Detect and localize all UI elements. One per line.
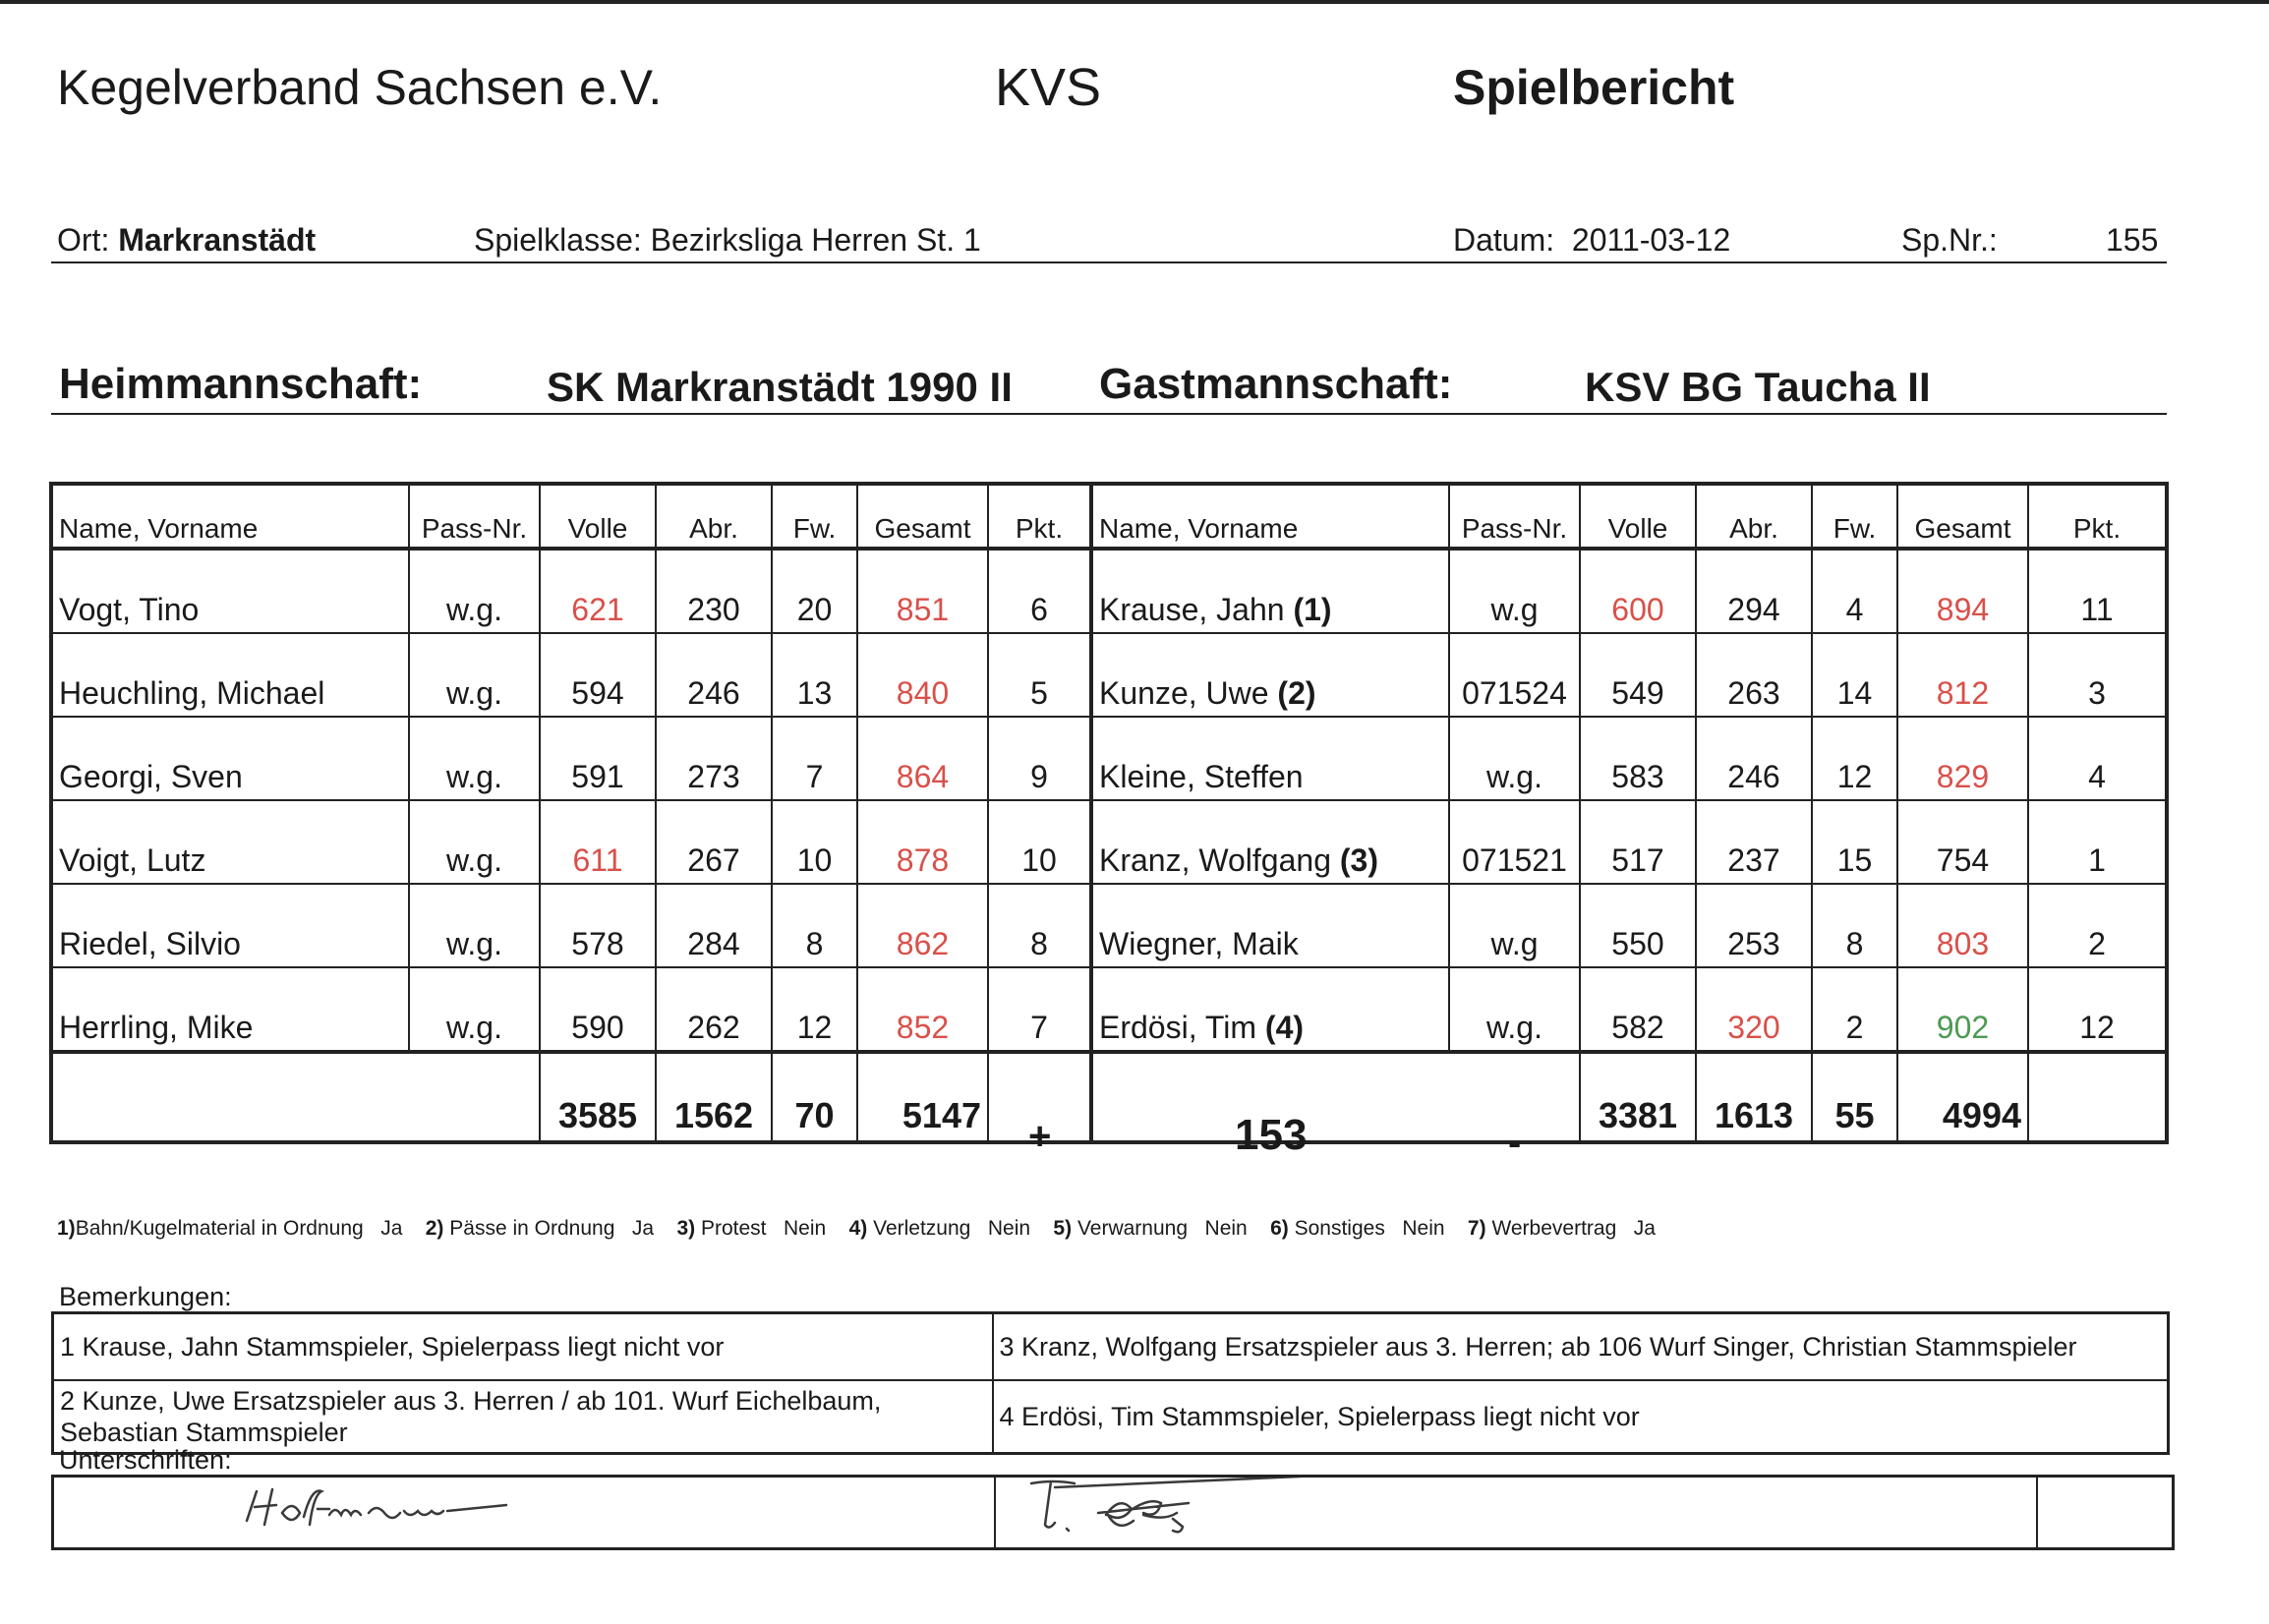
- home-player-abr: 273: [656, 717, 772, 800]
- guest-total-abr: 1613: [1696, 1052, 1812, 1142]
- score-sheet-header: [51, 484, 2167, 549]
- home-player-pass: w.g.: [409, 884, 540, 967]
- home-player-volle: 590: [540, 967, 656, 1052]
- third-signature-box: [2037, 1477, 2173, 1549]
- guest-signature-box: [995, 1477, 2037, 1549]
- player-row: [51, 717, 2167, 800]
- col-header-home-gesamt: Gesamt: [857, 484, 988, 549]
- footnote-item: 6) Sonstiges Nein: [1270, 1217, 1445, 1240]
- home-player-abr: 284: [656, 884, 772, 967]
- home-player-volle: 594: [540, 633, 656, 717]
- guest-player-abr: 246: [1696, 717, 1812, 800]
- score-sheet: [49, 482, 2169, 1144]
- guest-player-volle: 582: [1580, 967, 1696, 1052]
- guest-player-fw: 12: [1812, 717, 1897, 800]
- spielklasse-label: Spielklasse:: [474, 222, 642, 258]
- home-player-pkt: 8: [988, 884, 1091, 967]
- col-header-guest-abr: Abr.: [1696, 484, 1812, 549]
- home-player-pass: w.g.: [409, 800, 540, 884]
- guest-player-name-cell: [1091, 549, 1449, 633]
- home-player-abr: 230: [656, 549, 772, 633]
- guest-player-remark-ref: (2): [1277, 675, 1316, 711]
- home-player-pkt: 5: [988, 633, 1091, 717]
- home-player-fw: 20: [772, 549, 857, 633]
- guest-player-pkt: 12: [2028, 967, 2167, 1052]
- guest-player-name: Krause, Jahn: [1099, 592, 1285, 627]
- col-header-home-pkt: Pkt.: [988, 484, 1091, 549]
- home-player-volle: 591: [540, 717, 656, 800]
- guest-player-abr: 320: [1696, 967, 1812, 1052]
- guest-player-volle: 549: [1580, 633, 1696, 717]
- guest-player-name: Kleine, Steffen: [1099, 759, 1304, 794]
- col-header-home-abr: Abr.: [656, 484, 772, 549]
- guest-player-volle: 517: [1580, 800, 1696, 884]
- home-player-abr: 267: [656, 800, 772, 884]
- guest-player-abr: 253: [1696, 884, 1812, 967]
- footnote-item: 3) Protest Nein: [676, 1217, 827, 1240]
- home-player-pkt: 7: [988, 967, 1091, 1052]
- col-header-guest-name: Name, Vorname: [1091, 484, 1449, 549]
- guest-player-volle: 600: [1580, 549, 1696, 633]
- home-player-fw: 13: [772, 633, 857, 717]
- home-total-gesamt: 5147: [857, 1052, 988, 1142]
- home-player-pkt: 6: [988, 549, 1091, 633]
- guest-total-pkt: [2028, 1052, 2167, 1142]
- col-header-home-volle: Volle: [540, 484, 656, 549]
- guest-team-name: KSV BG Taucha II: [1585, 364, 1931, 410]
- player-row: [51, 800, 2167, 884]
- organization-abbreviation: KVS: [995, 58, 1102, 117]
- guest-player-name-cell: [1091, 884, 1449, 967]
- score-difference: 153: [1235, 1111, 1308, 1159]
- spielklasse-value: Bezirksliga Herren St. 1: [650, 222, 981, 258]
- signatures-label: Unterschriften:: [59, 1445, 232, 1475]
- home-player-name: Herrling, Mike: [51, 967, 409, 1052]
- home-total-volle: 3585: [540, 1052, 656, 1142]
- guest-player-abr: 237: [1696, 800, 1812, 884]
- home-player-pass: w.g.: [409, 717, 540, 800]
- meta-underline: [51, 261, 2167, 263]
- guest-player-pass: 071521: [1449, 800, 1580, 884]
- player-row: [51, 884, 2167, 967]
- home-player-volle: 621: [540, 549, 656, 633]
- home-signature: [54, 1478, 994, 1542]
- remark-4: 4 Erdösi, Tim Stammspieler, Spielerpass liegt nicht vor: [993, 1380, 2169, 1454]
- footnote-item: 7) Werbevertrag Ja: [1467, 1217, 1656, 1240]
- home-player-abr: 246: [656, 633, 772, 717]
- footnote-item: 4) Verletzung Nein: [848, 1217, 1031, 1240]
- home-player-pass: w.g.: [409, 633, 540, 717]
- footnote-item: 5) Verwarnung Nein: [1053, 1217, 1248, 1240]
- remarks-label: Bemerkungen:: [59, 1282, 232, 1311]
- guest-player-pkt: 11: [2028, 549, 2167, 633]
- footnotes: [57, 1217, 1656, 1241]
- guest-player-name: Erdösi, Tim: [1099, 1010, 1257, 1045]
- guest-player-pass: w.g: [1449, 549, 1580, 633]
- footnote-item: 2) Pässe in Ordnung Ja: [425, 1217, 655, 1240]
- spnr-value: 155: [2106, 222, 2159, 258]
- ort-label: Ort:: [57, 222, 110, 258]
- guest-player-name-cell: [1091, 717, 1449, 800]
- guest-player-abr: 294: [1696, 549, 1812, 633]
- col-header-guest-pkt: Pkt.: [2028, 484, 2167, 549]
- home-total-fw: 70: [772, 1052, 857, 1142]
- guest-totals-spacer: [1091, 1052, 1580, 1142]
- col-header-home-pass: Pass-Nr.: [409, 484, 540, 549]
- home-player-fw: 7: [772, 717, 857, 800]
- home-total-abr: 1562: [656, 1052, 772, 1142]
- guest-player-pkt: 3: [2028, 633, 2167, 717]
- home-player-gesamt: 878: [857, 800, 988, 884]
- home-player-pass: w.g.: [409, 549, 540, 633]
- signatures-table: [51, 1475, 2175, 1550]
- guest-player-name-cell: [1091, 633, 1449, 717]
- home-player-abr: 262: [656, 967, 772, 1052]
- ort-value: Markranstädt: [118, 222, 317, 258]
- guest-total-fw: 55: [1812, 1052, 1897, 1142]
- guest-player-fw: 8: [1812, 884, 1897, 967]
- guest-player-pass: w.g.: [1449, 967, 1580, 1052]
- scan-top-edge: [0, 0, 2269, 4]
- col-header-guest-pass: Pass-Nr.: [1449, 484, 1580, 549]
- datum-value: 2011-03-12: [1571, 222, 1731, 258]
- document-title: Spielbericht: [1453, 60, 1735, 115]
- col-header-home-fw: Fw.: [772, 484, 857, 549]
- home-player-fw: 8: [772, 884, 857, 967]
- guest-player-pkt: 1: [2028, 800, 2167, 884]
- home-player-volle: 578: [540, 884, 656, 967]
- home-team-name: SK Markranstädt 1990 II: [547, 364, 1013, 410]
- col-header-guest-fw: Fw.: [1812, 484, 1897, 549]
- home-player-gesamt: 840: [857, 633, 988, 717]
- guest-player-gesamt: 829: [1897, 717, 2028, 800]
- totals-row: [51, 1052, 2167, 1142]
- guest-player-gesamt: 894: [1897, 549, 2028, 633]
- guest-player-remark-ref: (3): [1339, 842, 1378, 878]
- home-player-gesamt: 864: [857, 717, 988, 800]
- guest-player-pass: w.g: [1449, 884, 1580, 967]
- minus-sign: -: [1508, 1121, 1522, 1164]
- col-header-guest-volle: Volle: [1580, 484, 1696, 549]
- guest-player-remark-ref: (1): [1293, 592, 1332, 627]
- guest-total-gesamt: 4994: [1897, 1052, 2028, 1142]
- guest-player-fw: 14: [1812, 633, 1897, 717]
- guest-player-pass: w.g.: [1449, 717, 1580, 800]
- home-player-name: Vogt, Tino: [51, 549, 409, 633]
- ort-field: [57, 222, 316, 259]
- plus-sign: +: [1028, 1115, 1052, 1158]
- home-totals-spacer: [51, 1052, 540, 1142]
- remark-3: 3 Kranz, Wolfgang Ersatzspieler aus 3. Herren; ab 106 Wurf Singer, Christian Stammspieler: [993, 1313, 2169, 1381]
- guest-player-abr: 263: [1696, 633, 1812, 717]
- guest-player-name: Kunze, Uwe: [1099, 675, 1269, 711]
- home-player-name: Voigt, Lutz: [51, 800, 409, 884]
- guest-player-gesamt: 812: [1897, 633, 2028, 717]
- home-player-gesamt: 862: [857, 884, 988, 967]
- guest-player-gesamt: 902: [1897, 967, 2028, 1052]
- guest-player-fw: 2: [1812, 967, 1897, 1052]
- col-header-home-name: Name, Vorname: [51, 484, 409, 549]
- home-team-label: Heimmannschaft:: [59, 360, 423, 408]
- col-header-guest-gesamt: Gesamt: [1897, 484, 2028, 549]
- guest-player-fw: 4: [1812, 549, 1897, 633]
- spielklasse-field: [474, 222, 981, 259]
- remark-1: 1 Krause, Jahn Stammspieler, Spielerpass liegt nicht vor: [53, 1313, 993, 1381]
- home-player-name: Heuchling, Michael: [51, 633, 409, 717]
- teams-underline: [51, 413, 2167, 415]
- guest-signature: [996, 1478, 2036, 1542]
- remarks-table: [51, 1311, 2170, 1455]
- home-player-fw: 12: [772, 967, 857, 1052]
- guest-player-name: Kranz, Wolfgang: [1099, 842, 1331, 878]
- guest-player-fw: 15: [1812, 800, 1897, 884]
- player-row: [51, 549, 2167, 633]
- home-player-volle: 611: [540, 800, 656, 884]
- guest-total-volle: 3381: [1580, 1052, 1696, 1142]
- home-signature-box: [53, 1477, 996, 1549]
- guest-player-gesamt: 803: [1897, 884, 2028, 967]
- organization-name: Kegelverband Sachsen e.V.: [57, 60, 663, 115]
- guest-player-name-cell: [1091, 800, 1449, 884]
- guest-team-label: Gastmannschaft:: [1099, 360, 1453, 408]
- guest-player-name-cell: [1091, 967, 1449, 1052]
- home-player-fw: 10: [772, 800, 857, 884]
- spnr-label: Sp.Nr.:: [1901, 222, 1998, 258]
- guest-player-name: Wiegner, Maik: [1099, 926, 1299, 961]
- guest-player-volle: 583: [1580, 717, 1696, 800]
- guest-player-remark-ref: (4): [1264, 1010, 1305, 1045]
- home-player-gesamt: 851: [857, 549, 988, 633]
- footnote-item: 1)Bahn/Kugelmaterial in Ordnung Ja: [57, 1217, 403, 1240]
- home-player-pass: w.g.: [409, 967, 540, 1052]
- home-player-gesamt: 852: [857, 967, 988, 1052]
- player-row: [51, 633, 2167, 717]
- datum-label: Datum:: [1453, 222, 1555, 258]
- player-row: [51, 967, 2167, 1052]
- guest-player-gesamt: 754: [1897, 800, 2028, 884]
- home-player-pkt: 9: [988, 717, 1091, 800]
- datum-field: [1453, 222, 1730, 259]
- remark-2: 2 Kunze, Uwe Ersatzspieler aus 3. Herren / ab 101. Wurf Eichelbaum, Sebastian Stammspieler: [53, 1380, 993, 1454]
- guest-player-pkt: 2: [2028, 884, 2167, 967]
- guest-player-volle: 550: [1580, 884, 1696, 967]
- home-player-name: Riedel, Silvio: [51, 884, 409, 967]
- home-player-pkt: 10: [988, 800, 1091, 884]
- guest-player-pass: 071524: [1449, 633, 1580, 717]
- home-player-name: Georgi, Sven: [51, 717, 409, 800]
- guest-player-pkt: 4: [2028, 717, 2167, 800]
